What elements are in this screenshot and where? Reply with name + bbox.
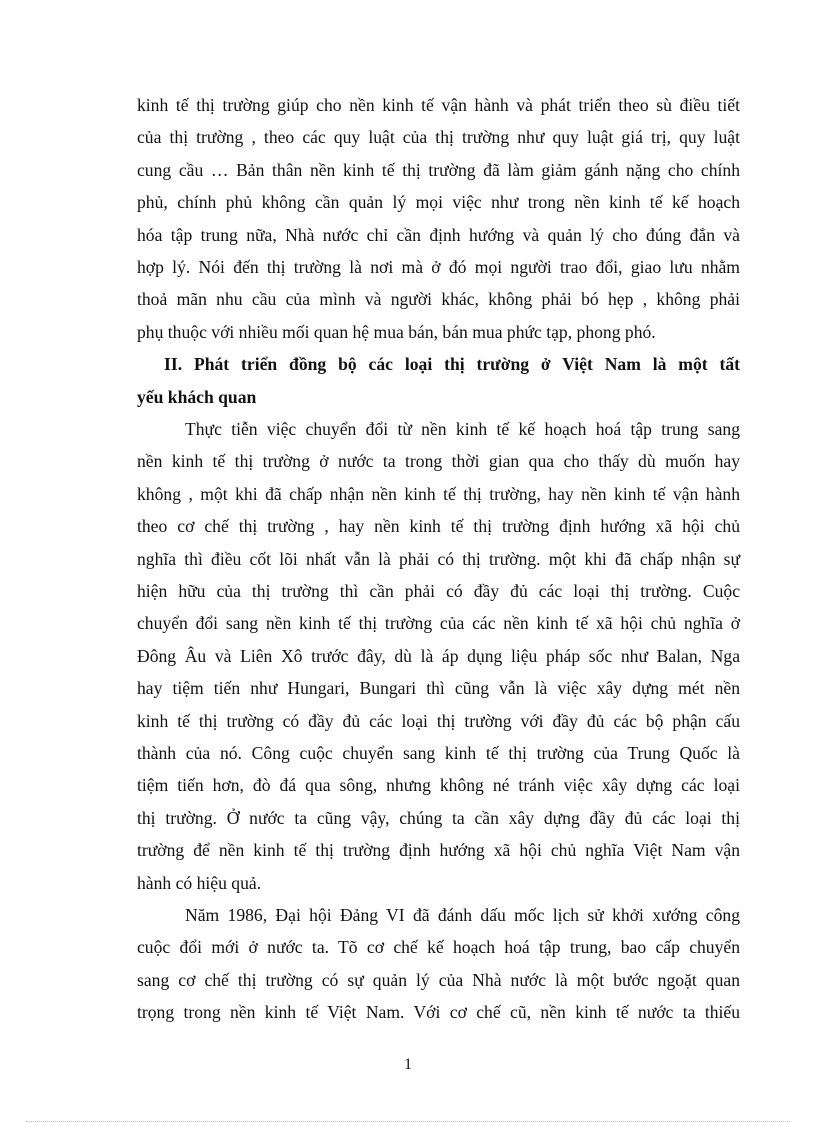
- body-text-line: Đông Âu và Liên Xô trước đây, dù là áp dụng liệu pháp sốc như Balan, Nga: [137, 645, 740, 666]
- body-text-line: theo cơ chế thị trường , hay nền kinh tế thị trường định hướng xã hội chủ: [137, 516, 740, 537]
- body-text-line: trọng trong nền kinh tế Việt Nam. Với cơ chế cũ, nền kinh tế nước ta thiếu: [137, 1002, 740, 1023]
- body-text-line: cuộc đổi mới ở nước ta. Tõ cơ chế kế hoạch hoá tập trung, bao cấp chuyển: [137, 937, 740, 958]
- body-text-line: trường để nền kinh tế thị trường định hướng xã hội chủ nghĩa Việt Nam vận: [137, 840, 740, 861]
- body-text-line: nền kinh tế thị trường ở nước ta trong thời gian qua cho thấy dù muốn hay: [137, 451, 740, 472]
- body-text-line: kinh tế thị trường giúp cho nền kinh tế vận hành và phát triển theo sù điều tiết: [137, 95, 740, 115]
- body-text-line: hành có hiệu quả.: [137, 872, 262, 893]
- body-text-line: chuyển đổi sang nền kinh tế thị trường của các nền kinh tế xã hội chủ nghĩa ở: [137, 613, 740, 634]
- body-text-line: nghĩa thì điều cốt lõi nhất vẫn là phải có thị trường. một khi đã chấp nhận sự: [137, 548, 740, 569]
- body-text-line: cung cầu … Bản thân nền kinh tế thị trường đã làm giảm gánh nặng cho chính: [137, 159, 740, 180]
- body-text-line: Thực tiễn việc chuyển đổi từ nền kinh tế kế hoạch hoá tập trung sang: [185, 419, 740, 439]
- body-text-line: thành của nó. Công cuộc chuyển sang kinh tế thị trường của Trung Quốc là: [137, 743, 740, 763]
- section-heading: II. Phát triển đồng bộ các loại thị trường ở Việt Nam là một tất: [164, 354, 740, 375]
- page-bottom-border: [26, 1121, 790, 1122]
- body-text-line: tiệm tiến hơn, đò đá qua sông, nhưng không né tránh việc xây dựng các loại: [137, 775, 740, 796]
- body-text-line: không , một khi đã chấp nhận nền kinh tế thị trường, hay nền kinh tế vận hành: [137, 483, 740, 504]
- body-text-line: thoả mãn nhu cầu của mình và người khác, không phải bó hẹp , không phải: [137, 289, 740, 310]
- section-heading-continuation: yếu khách quan: [137, 386, 257, 407]
- body-text-line: hay tiệm tiến như Hungari, Bungari thì cũng vẫn là việc xây dựng mét nền: [137, 678, 740, 699]
- body-text-line: hóa tập trung nữa, Nhà nước chỉ cần định hướng và quản lý cho đúng đắn và: [137, 224, 740, 245]
- body-text-line: hiện hữu của thị trường thì cần phải có đầy đủ các loại thị trường. Cuộc: [137, 581, 740, 601]
- body-text-line: sang cơ chế thị trường có sự quản lý của Nhà nước là một bước ngoặt quan: [137, 969, 740, 990]
- body-text-line: của thị trường , theo các quy luật của thị trường như quy luật giá trị, quy luật: [137, 127, 740, 148]
- body-text-line: thị trường. Ở nước ta cũng vậy, chúng ta cần xây dựng đầy đủ các loại thị: [137, 807, 740, 828]
- body-text-line: kinh tế thị trường có đầy đủ các loại thị trường với đầy đủ các bộ phận cấu: [137, 710, 740, 731]
- body-text-line: phụ thuộc với nhiều mối quan hệ mua bán, bán mua phức tạp, phong phó.: [137, 321, 656, 342]
- body-text-line: hợp lý. Nói đến thị trường là nơi mà ở đó mọi người trao đổi, giao lưu nhằm: [137, 257, 740, 277]
- body-text-line: phủ, chính phủ không cần quản lý mọi việc như trong nền kinh tế kế hoạch: [137, 192, 740, 213]
- page-number: 1: [404, 1056, 412, 1073]
- body-text-line: Năm 1986, Đại hội Đảng VI đã đánh dấu mốc lịch sử khởi xướng công: [185, 905, 740, 925]
